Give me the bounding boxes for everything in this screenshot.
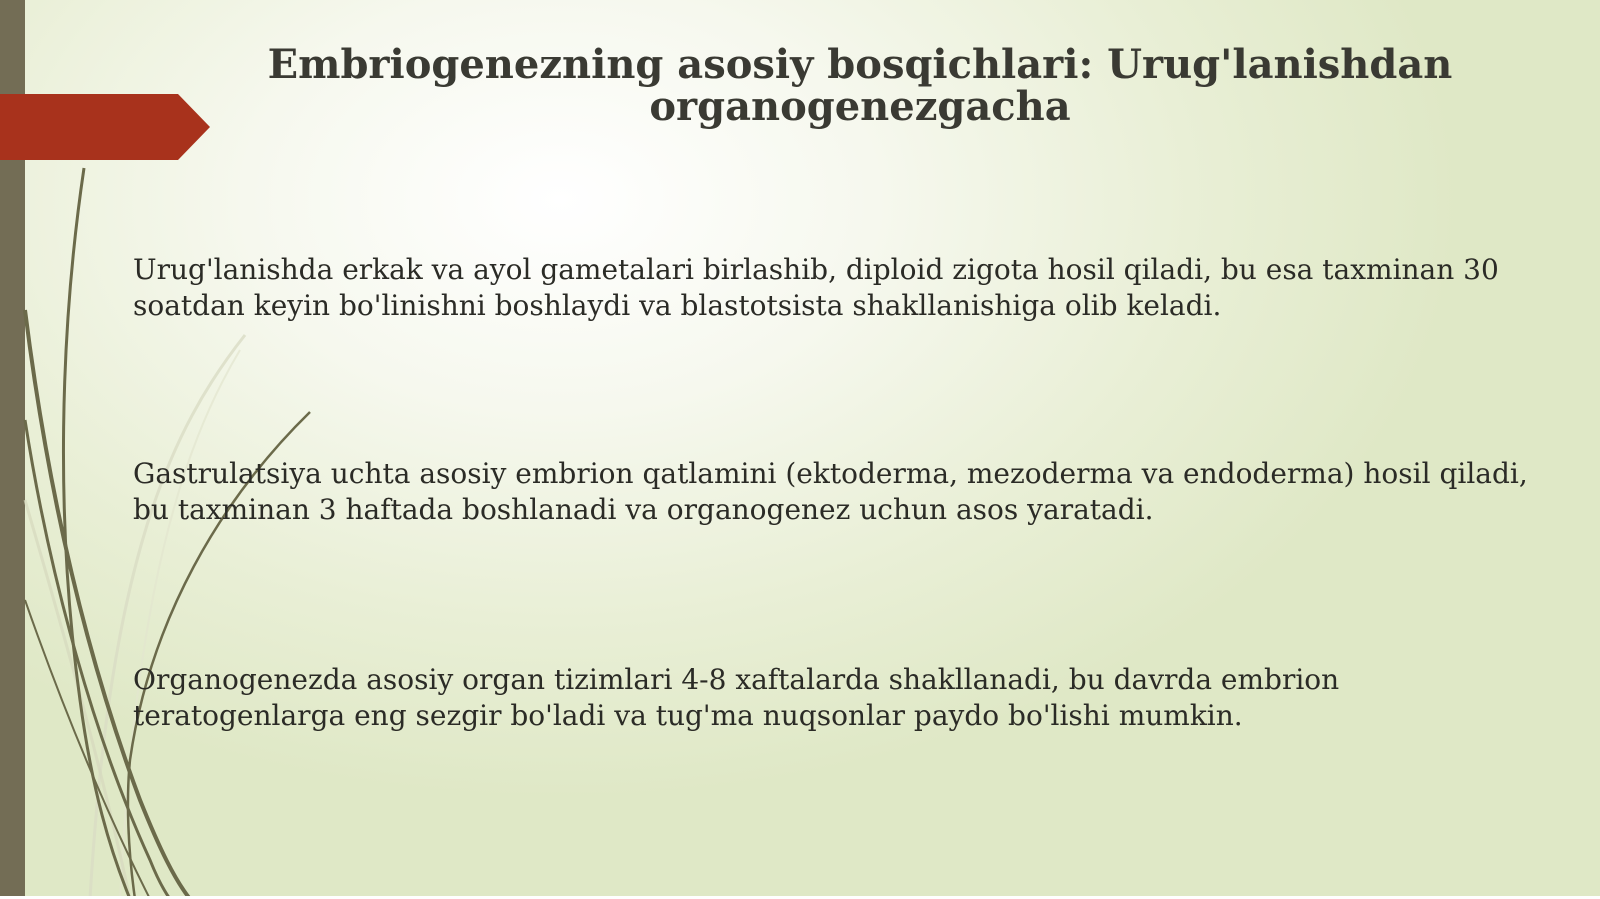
- paragraph-gastrulation: Gastrulatsiya uchta asosiy embrion qatlamini (ektoderma, mezoderma va endoderma) hosil qiladi, bu taxminan 3 haftada boshlanadi va organogenez uchun asos yaratadi.: [133, 457, 1528, 526]
- right-arrow-tab: [0, 94, 210, 160]
- paragraph-fertilization: Urug'lanishda erkak va ayol gametalari birlashib, diploid zigota hosil qiladi, bu esa taxminan 30 soatdan keyin bo'linishni boshlaydi va blastotsista shakllanishiga olib keladi.: [133, 253, 1499, 322]
- slide-title: Embriogenezning asosiy bosqichlari: Urug'lanishdan organogenezgacha: [267, 41, 1453, 130]
- paragraph-organogenesis: Organogenezda asosiy organ tizimlari 4-8 xaftalarda shakllanadi, bu davrda embrion teratogenlarga eng sezgir bo'ladi va tug'ma nuqsonlar paydo bo'lishi mumkin.: [133, 663, 1340, 732]
